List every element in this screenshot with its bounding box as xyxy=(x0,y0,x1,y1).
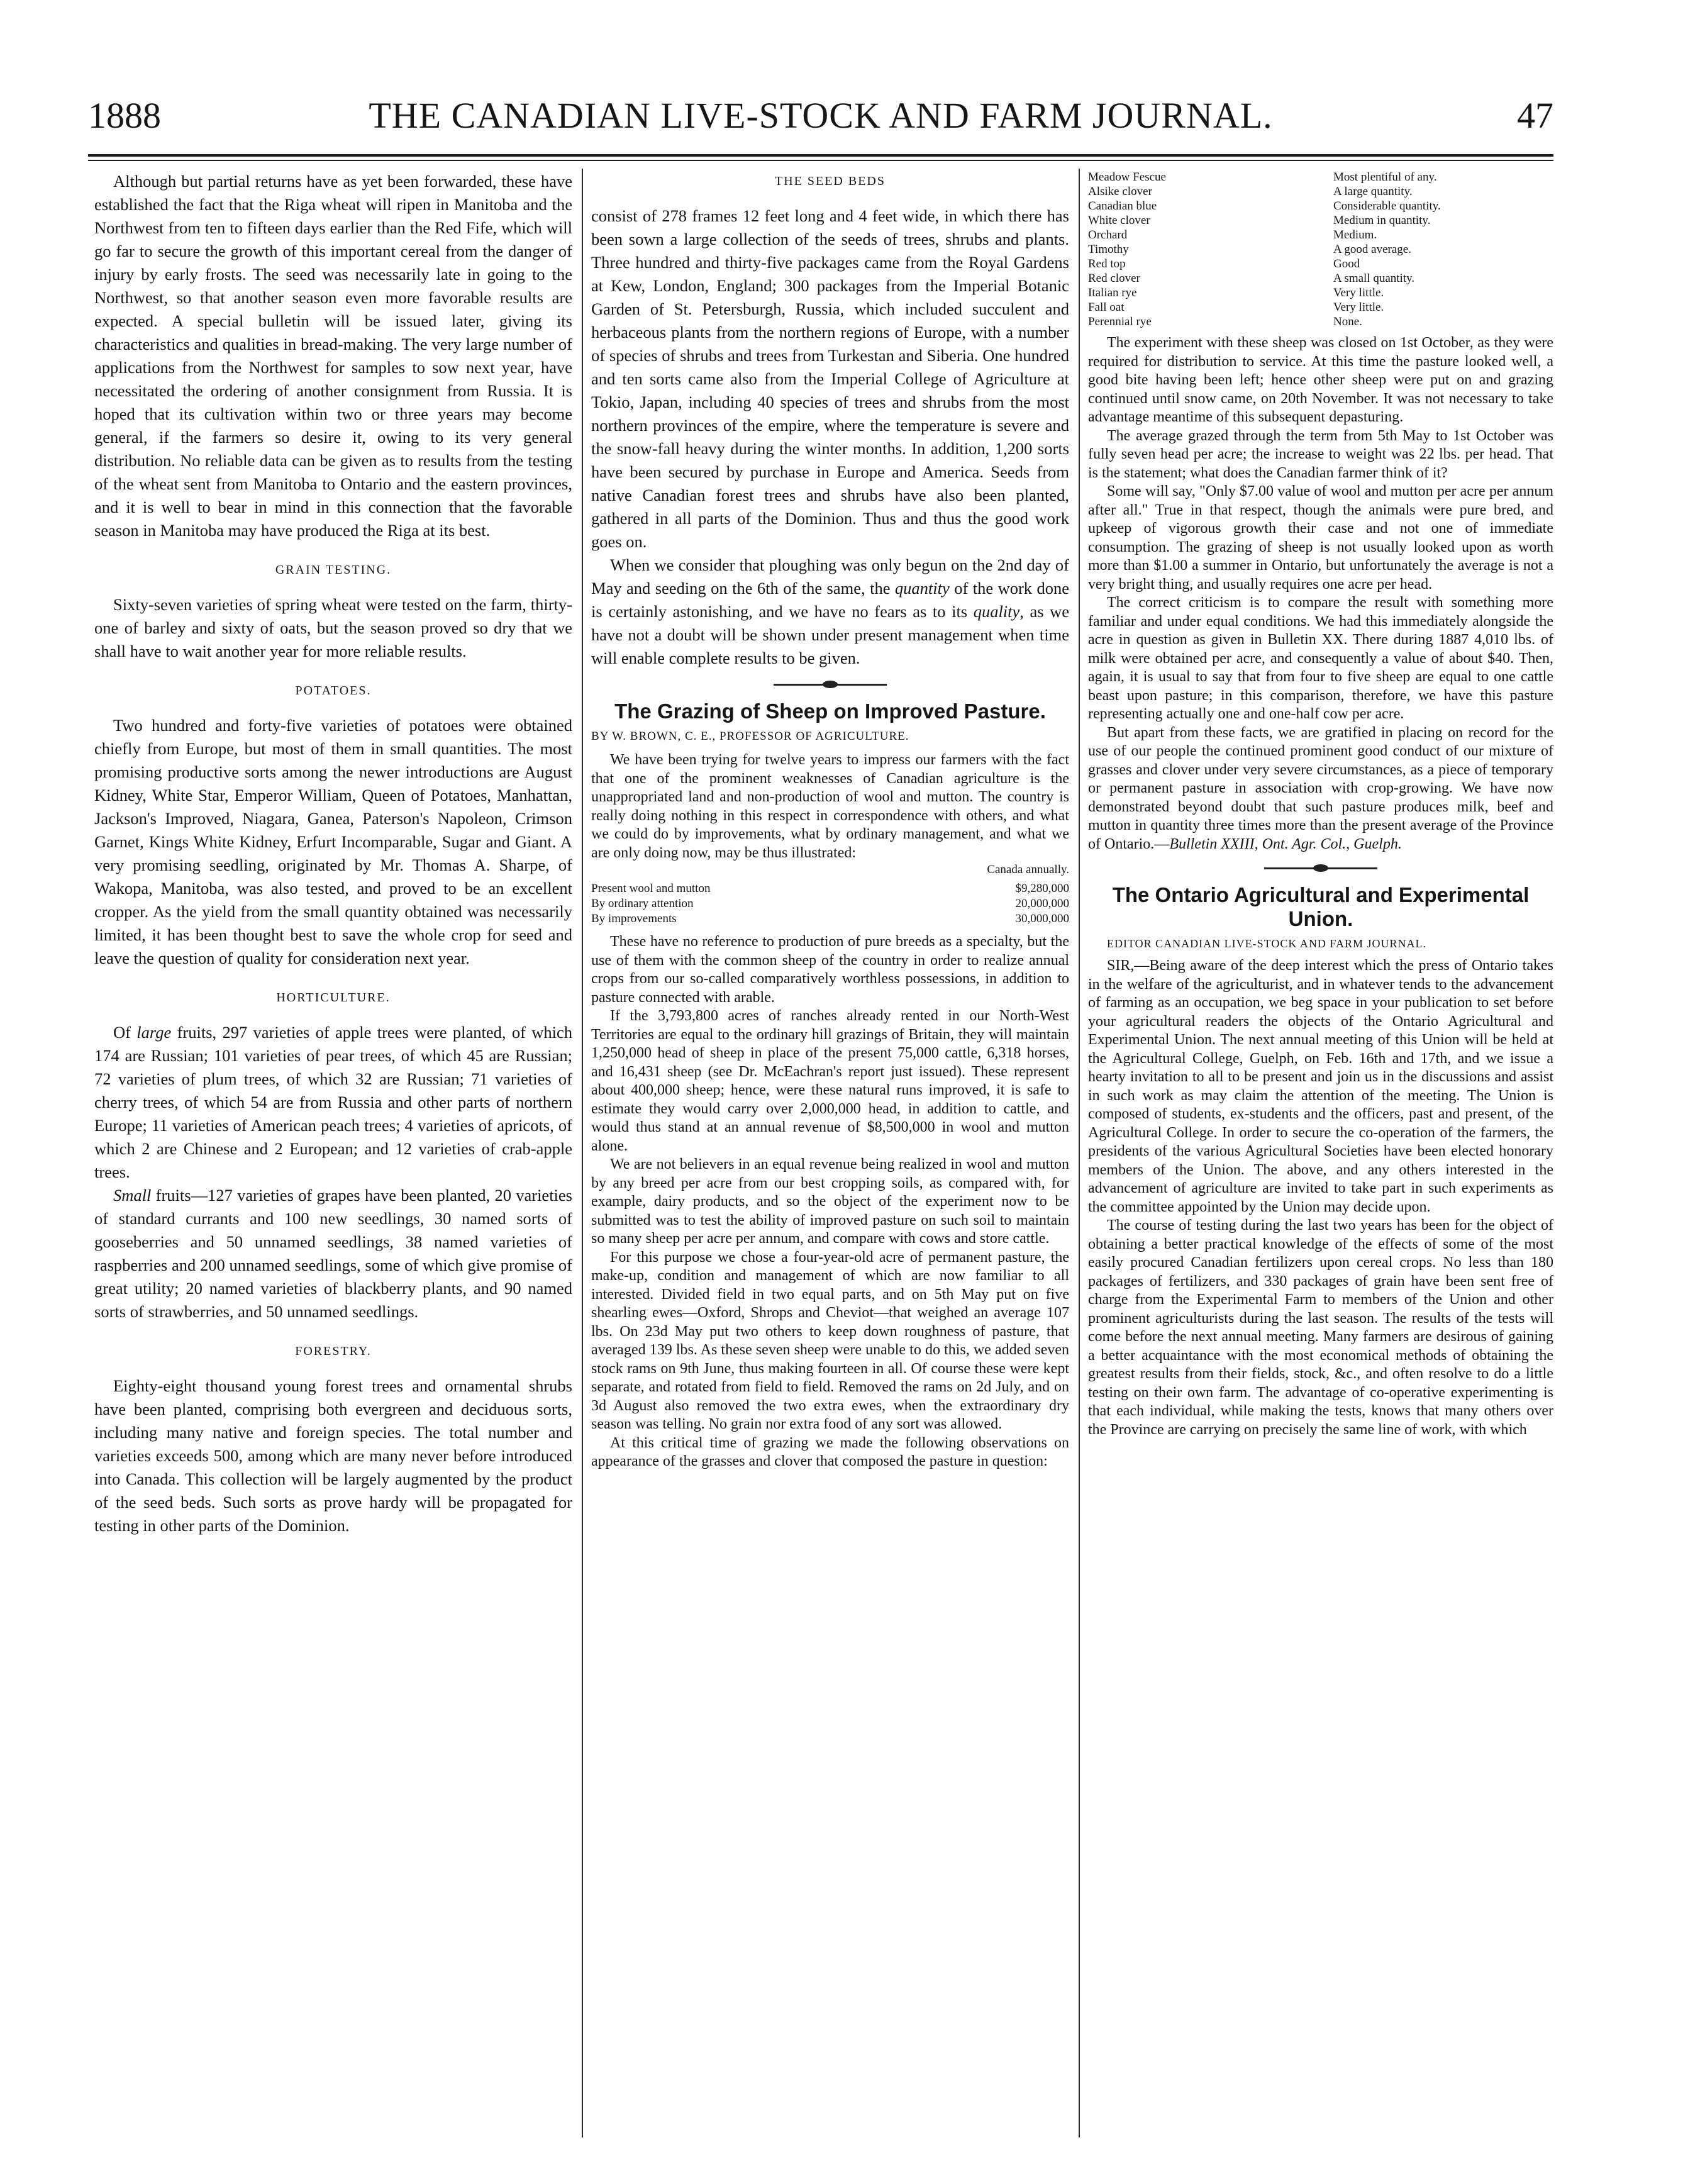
riga-wheat-paragraph: Although but partial returns have as yet been forwarded, these have established the fact that the Riga wheat will ripen in Manitoba and the Northwest from ten to fifteen days earlier than the Red Fife, which will go far to secure the growth of this important cereal from the danger of injury by early frosts. The seed was necessarily late in going to the Northwest, so that another season even more favorable results are expected. A special bulletin will be issued later, giving its characteristics and qualities in bread-making. The very large number of applications from the Northwest for samples to sow next year, have necessitated the ordering of another consignment from Russia. It is hoped that its cultivation within two or three years may become general, if the farmers so desire it, owing to its very general distribution. No reliable data can be given as to results from the testing of the wheat sent from Manitoba to Ontario and the eastern provinces, and it is well to bear in mind in this connection that the favorable season in Manitoba may have produced the Riga at its best. xyxy=(94,172,572,540)
emphasis-small: Small xyxy=(113,1186,152,1205)
table-row xyxy=(1088,315,1553,329)
text-span: of the work done is certainly astonishing, and we have no fears as to its xyxy=(591,579,1069,621)
sheep-paragraph-8: The average grazed through the term from 5th May to 1st October was fully seven head per acre; the increase to weight was 22 lbs. per head. That is the statement; what does the Canadian farmer think of it? xyxy=(1088,427,1553,481)
forestry-paragraph: Eighty-eight thousand young forest trees and ornamental shrubs have been planted, comprising both evergreen and deciduous sorts, including many native and foreign species. The total number and varieties exceeds 500, among which are many never before introduced into Canada. This collection will be largely augmented by the product of the seed beds. Such sorts as prove hardy will be propagated for testing in other parts of the Dominion. xyxy=(94,1376,572,1535)
grass-name: Red clover xyxy=(1088,272,1140,285)
small-fruits-paragraph xyxy=(94,1184,572,1323)
header-year: 1888 xyxy=(88,95,161,136)
emphasis-large: large xyxy=(136,1023,172,1042)
sheep-paragraph-9: Some will say, "Only $7.00 value of wool and mutton per acre per annum after all." True in that respect, though the animals were pure bred, and upkeep of vigorous growth their case and not one of immediate consumption. The grazing of sheep is not usually looked upon as worth more than $1.00 a summer in Ontario, but unfortunately the average is not a very bright thing, and usually requires one acre per head. xyxy=(1088,483,1553,593)
article-title-sheep: The Grazing of Sheep on Improved Pasture. xyxy=(614,699,1046,723)
table-value: $9,280,000 xyxy=(1015,882,1069,895)
sheep-paragraph-1: We have been trying for twelve years to impress our farmers with the fact that one of the prominent weaknesses of Canadian agriculture is the unappropriated land and non-production of wool and mutton. The country is really doing nothing in this respect in correspondence with others, and what we could do by improvements, what by ordinary management, and what we are only doing now, may be thus illustrated: xyxy=(591,752,1069,861)
table-row xyxy=(1088,170,1553,184)
revenue-table xyxy=(591,881,1069,927)
ploughing-paragraph xyxy=(591,554,1069,670)
sheep-paragraph-7: The experiment with these sheep was closed on 1st October, as they were required for distribution to service. At this time the pasture looked well, a good bite having been left; hence other sheep were put on and grazing continued until snow came, on 20th November. It was not necessary to take advantage meantime of this subsequent depasturing. xyxy=(1088,335,1553,425)
grass-name: Timothy xyxy=(1088,243,1129,256)
grass-name: Orchard xyxy=(1088,228,1128,242)
grass-observations-table xyxy=(1088,170,1553,329)
grass-name: Alsike clover xyxy=(1088,185,1152,198)
union-paragraph-1: SIR,—Being aware of the deep interest which the press of Ontario takes in the welfare of the agriculturist, and in whatever tends to the advancement of farming as an occupation, we beg space in your publication to set before your agricultural readers the objects of the Ontario Agricultural and Experimental Union. The next annual meeting of this Union will be held at the Agricultural College, Guelph, on Feb. 16th and 17th, and we issue a hearty invitation to all to be present and join us in the discussions and assist in such work as may claim the attention of the meeting. The Union is composed of students, ex-students and the officers, past and present, of the Agricultural College. In order to secure the co-operation of the farmers, the presidents of the various Agricultural Societies have been elected honorary members of the Union. The above, and any others interested in the advancement of agriculture are invited to take part in such experiments as the committee appointed by the Union may decide upon. xyxy=(1088,957,1553,1215)
sheep-paragraph-11 xyxy=(1088,724,1553,854)
bulletin-citation: Bulletin XXIII, Ont. Agr. Col., Guelph. xyxy=(1169,835,1402,852)
grass-note: Very little. xyxy=(1333,286,1384,299)
header-rule-thick xyxy=(88,154,1553,157)
editor-salutation: EDITOR CANADIAN LIVE-STOCK AND FARM JOURNAL. xyxy=(1107,937,1427,950)
table-row xyxy=(1088,242,1553,257)
grass-note: Most plentiful of any. xyxy=(1333,170,1437,184)
grass-name: Meadow Fescue xyxy=(1088,170,1166,184)
grass-note: Good xyxy=(1333,257,1360,270)
column-middle xyxy=(591,170,1069,2132)
grass-name: Canadian blue xyxy=(1088,199,1157,213)
article-title-union: The Ontario Agricultural and Experimental Union. xyxy=(1112,883,1530,930)
column-divider xyxy=(1079,169,1080,2137)
table-value: 20,000,000 xyxy=(1015,897,1069,910)
text-span: , as we have not a doubt will be shown under present management when time will enable complete results to be given. xyxy=(591,602,1069,667)
table-row xyxy=(1088,213,1553,228)
grass-note: None. xyxy=(1333,315,1362,328)
column-divider xyxy=(582,169,583,2137)
sheep-paragraph-4: We are not believers in an equal revenue being realized in wool and mutton by any breed per acre from our best cropping soils, as compared with, for example, dairy products, and so the object of the experiment now to be submitted was to test the ability of improved pasture on such soil to maintain so many sheep per acre per annum, and compare with cows and store cattle. xyxy=(591,1156,1069,1247)
grass-name: Italian rye xyxy=(1088,286,1137,299)
large-fruits-paragraph xyxy=(94,1021,572,1184)
table-label: Present wool and mutton xyxy=(591,882,711,895)
page-number: 47 xyxy=(1517,95,1553,136)
seed-beds-paragraph: consist of 278 frames 12 feet long and 4 feet wide, in which there has been sown a large collection of the seeds of trees, shrubs and plants. Three hundred and thirty-five packages came from the Royal Gardens at Kew, London, England; 300 packages from the Imperial Botanic Garden of St. Petersburgh, Russia, which included succulent and herbaceous plants from the northern regions of Europe, with a number of species of shrubs and trees from Turkestan and Siberia. One hundred and ten sorts came also from the Imperial College of Agriculture at Tokio, Japan, including 40 species of trees and shrubs from the most northern provinces of the empire, where the temperature is severe and the snow-fall heavy during the winter months. In addition, 1,200 sorts have been secured by purchase in Europe and America. Seeds from native Canadian forest trees and shrubs have also been planted, gathered in all parts of the Dominion. Thus and thus the good work goes on. xyxy=(591,206,1069,551)
emphasis-quality: quality xyxy=(973,602,1020,621)
section-heading-forestry: FORESTRY. xyxy=(295,1344,372,1358)
article-byline: BY W. BROWN, C. E., PROFESSOR OF AGRICULTURE. xyxy=(591,730,909,743)
section-heading-grain: GRAIN TESTING. xyxy=(275,563,392,577)
sheep-paragraph-6: At this critical time of grazing we made the following observations on appearance of the grasses and clover that composed the pasture in question: xyxy=(591,1434,1069,1469)
grass-note: Medium. xyxy=(1333,228,1377,242)
table-label: By ordinary attention xyxy=(591,897,694,910)
sheep-paragraph-3: If the 3,793,800 acres of ranches already rented in our North-West Territories are equal to the ordinary hill grazings of Britain, they will maintain 1,250,000 head of sheep in place of the present 75,000 cattle, 6,318 horses, and 16,431 sheep (see Dr. McEachran's report just issued). These represent about 400,000 sheep; hence, were these natural runs improved, it is safe to estimate they would carry over 2,000,000 head, in addition to cattle, and would thus stand at an annual revenue of $8,500,000 in wool and mutton alone. xyxy=(591,1008,1069,1154)
union-paragraph-2: The course of testing during the last two years has been for the object of obtaining a better practical knowledge of the effects of some of the most easily procured Canadian fertilizers upon cereal crops. No less than 180 packages of fertilizers, and 330 packages of grain have been sent free of charge from the Experimental Farm to members of the Union and other prominent agriculturists during the last season. The results of the tests will come before the next annual meeting. Many farmers are desirous of gaining a better acquaintance with the most economical methods of obtaining the greatest results from their fields, stock, &c., and often resolve to do a little testing on their own farm. The advantage of co-operative experimenting is that each individual, while making the tests, knows that many others over the Province are carrying on precisely the same line of work, with which xyxy=(1088,1217,1553,1438)
sheep-paragraph-2: These have no reference to production of pure breeds as a specialty, but the use of them with the common sheep of the country in order to realize annual crops from our so-called comparatively worthless possessions, in addition to pasture connected with arable. xyxy=(591,933,1069,1006)
table-row xyxy=(591,881,1069,896)
grass-name: Fall oat xyxy=(1088,301,1125,314)
section-heading-seed-beds: THE SEED BEDS xyxy=(775,174,886,188)
table-value: 30,000,000 xyxy=(1015,912,1069,925)
table-row xyxy=(1088,300,1553,315)
text-span: fruits—127 varieties of grapes have been planted, 20 varieties of standard currants and 100 new seedlings, 30 named sorts of gooseberries and 50 unnamed seedlings, 38 named varieties of raspberries and 200 unnamed seedlings, some of which give promise of great utility; 20 named varieties of blackberry plants, and 90 named sorts of strawberries, and 50 unnamed seedlings. xyxy=(94,1186,572,1321)
grass-note: A small quantity. xyxy=(1333,272,1415,285)
table-row xyxy=(1088,199,1553,213)
column-left xyxy=(94,170,572,2132)
sheep-paragraph-5: For this purpose we chose a four-year-old acre of permanent pasture, the make-up, condition and management of which are now familiar to all interested. Divided field in two equal parts, and on 5th May put on five shearling ewes—Oxford, Shrops and Cheviot—that weighed an average 107 lbs. On 23d May put two others to keep down roughness of pasture, that averaged 139 lbs. As these seven sheep were unable to do this, we added seven stock rams on 9th June, thus making fourteen in all. Of course these were kept separate, and rotated from field to field. Removed the rams on 2d July, and on 3d August also removed the two extra ewes, when the extraordinary dry season was telling. No grain nor extra food of any sort was allowed. xyxy=(591,1249,1069,1432)
grass-name: White clover xyxy=(1088,214,1150,227)
grass-note: Considerable quantity. xyxy=(1333,199,1441,213)
grass-name: Red top xyxy=(1088,257,1126,270)
table-row xyxy=(1088,271,1553,286)
article-separator xyxy=(774,684,887,686)
page-header xyxy=(88,94,1553,151)
grass-note: Medium in quantity. xyxy=(1333,214,1431,227)
article-separator xyxy=(1264,867,1377,869)
header-rule-thin xyxy=(88,160,1553,161)
table-row xyxy=(591,896,1069,911)
column-right xyxy=(1088,170,1553,2132)
text-span: When we consider that ploughing was only begun on the 2nd day of May and seeding on the 6th of the same, the xyxy=(591,555,1069,598)
journal-title: THE CANADIAN LIVE-STOCK AND FARM JOURNAL. xyxy=(369,95,1273,136)
grass-note: A good average. xyxy=(1333,243,1411,256)
grass-note: Very little. xyxy=(1333,301,1384,314)
section-heading-potatoes: POTATOES. xyxy=(295,684,372,698)
table-label: By improvements xyxy=(591,912,677,925)
grass-note: A large quantity. xyxy=(1333,185,1413,198)
emphasis-quantity: quantity xyxy=(894,579,950,598)
table-row xyxy=(1088,286,1553,300)
potatoes-paragraph: Two hundred and forty-five varieties of potatoes were obtained chiefly from Europe, but most of them in small quantities. The most promising productive sorts among the newer introductions are August Kidney, White Star, Emperor William, Queen of Potatoes, Manhattan, Jackson's Improved, Niagara, Ganea, Paterson's Napoleon, Crimson Garnet, Kings White Kidney, Erfurt Incomparable, Sugar and Giant. A very promising seedling, originated by Mr. Thomas A. Sharpe, of Wakopa, Manitoba, was also tested, and proved to be an excellent cropper. As the yield from the small quantity obtained was necessarily limited, it has been thought best to save the whole crop for seed and leave the question of quality for consideration next year. xyxy=(94,716,572,967)
table-row xyxy=(1088,228,1553,242)
grass-name: Perennial rye xyxy=(1088,315,1152,328)
text-span: fruits, 297 varieties of apple trees were planted, of which 174 are Russian; 101 varieties of pear trees, of which 45 are Russian; 72 varieties of plum trees, of which 32 are Russian; 71 varieties of cherry trees, of which 54 are from Russia and other parts of northern Europe; 11 varieties of American peach trees; 4 varieties of apricots, of which 2 are Chinese and 2 European; and 12 varieties of crab-apple trees. xyxy=(94,1023,572,1181)
text-span: But apart from these facts, we are gratified in placing on record for the use of our people the continued prominent good conduct of our mixture of grasses and clover under very severe circumstances, as a piece of temporary or permanent pasture in association with crop-growing. We have now demonstrated beyond doubt that such pasture produces milk, beef and mutton in quantity three times more than the present average of the Province of Ontario.— xyxy=(1088,724,1553,852)
section-heading-horticulture: HORTICULTURE. xyxy=(276,991,391,1005)
text-span: Of xyxy=(113,1023,137,1042)
table-row xyxy=(1088,184,1553,199)
table-header: Canada annually. xyxy=(987,863,1069,876)
grain-paragraph: Sixty-seven varieties of spring wheat were tested on the farm, thirty-one of barley and sixty of oats, but the season proved so dry that we shall have to wait another year for more reliable results. xyxy=(94,595,572,660)
table-row xyxy=(1088,257,1553,271)
table-row xyxy=(591,911,1069,927)
sheep-paragraph-10: The correct criticism is to compare the result with something more familiar and under equal conditions. We had this immediately alongside the acre in question as given in Bulletin XX. There during 1887 4,010 lbs. of milk were obtained per acre, and consequently a value of about $40. Then, again, it is usual to say that from four to five sheep are equal to one cattle beast upon pasture; in this comparison, therefore, we have this pasture representing actually one and one-half cow per acre. xyxy=(1088,594,1553,722)
